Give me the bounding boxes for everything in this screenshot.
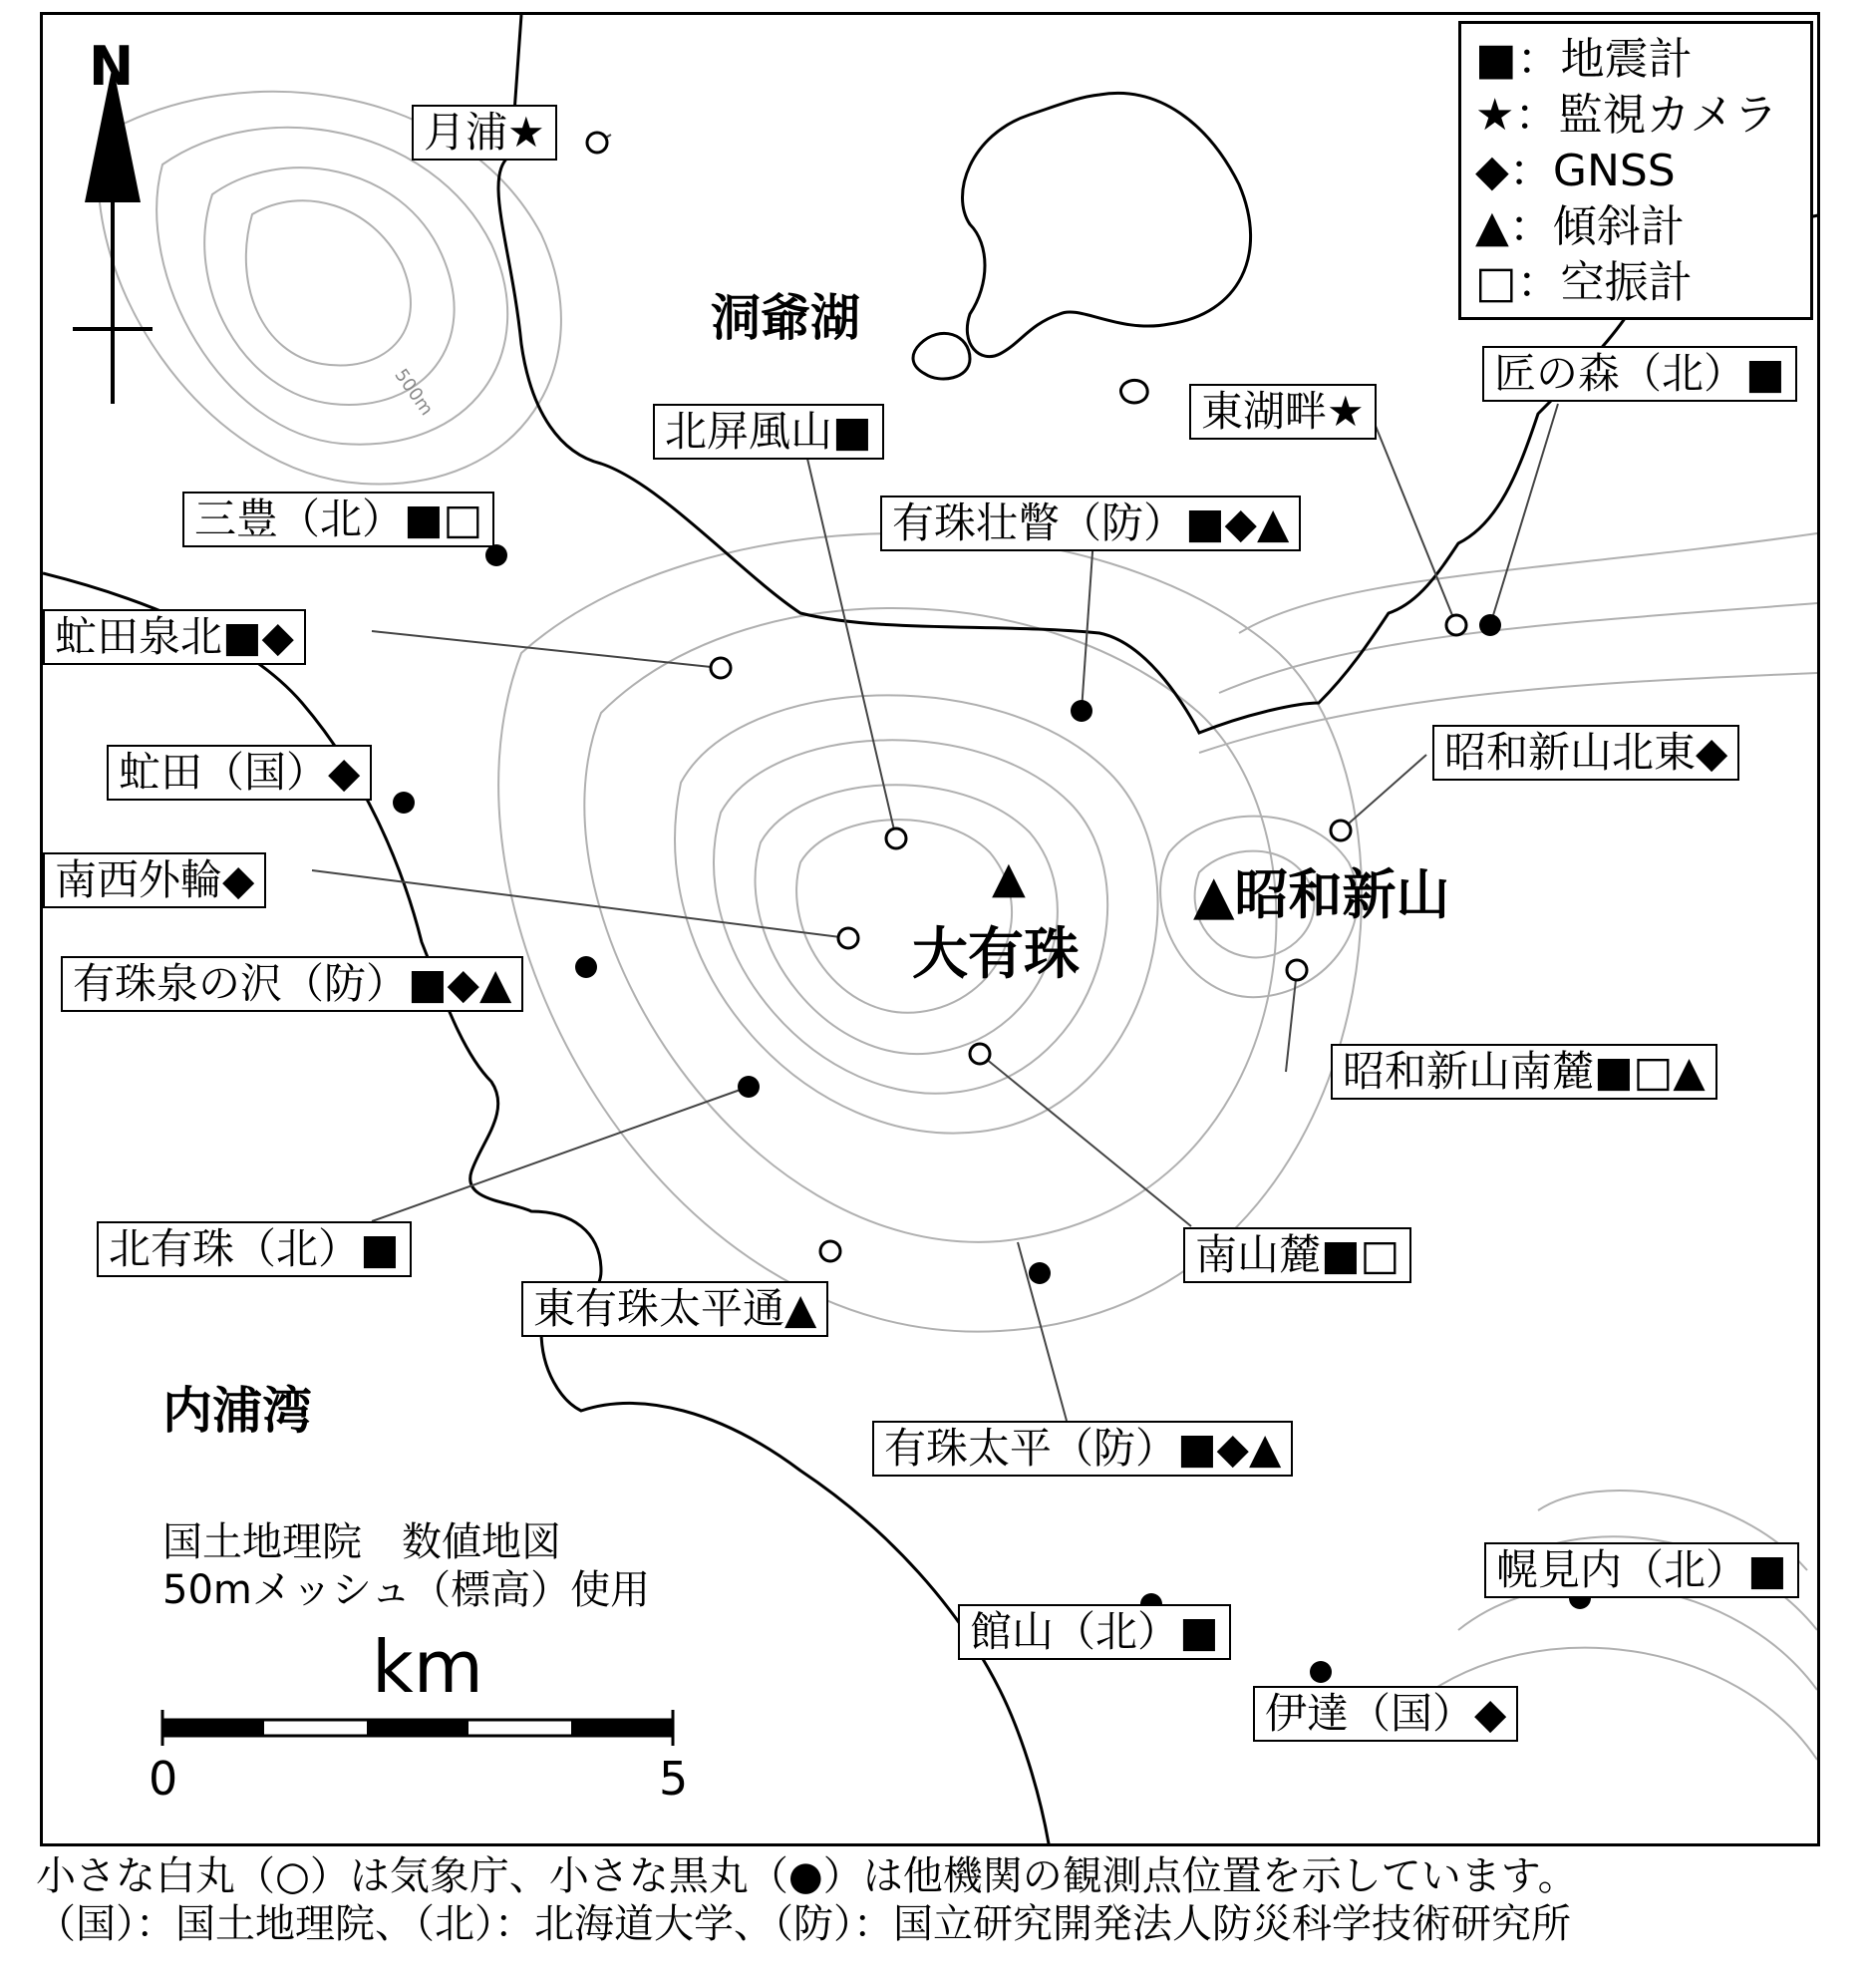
station-label-tateyama: 館山（北）■	[958, 1604, 1231, 1660]
station-label-higashi-taihei: 東有珠太平通▲	[521, 1281, 828, 1337]
legend-item-tiltmeter: ▲：傾斜計	[1475, 201, 1685, 252]
contour-label: 500m	[390, 365, 438, 420]
station-marker-other	[1310, 1661, 1332, 1683]
station-marker-jma	[1287, 960, 1307, 980]
station-label-kitausu: 北有珠（北）■	[97, 1221, 412, 1277]
station-marker-jma	[970, 1044, 990, 1064]
station-marker-other	[1479, 614, 1501, 636]
station-label-takumi: 匠の森（北）■	[1482, 346, 1797, 402]
data-credit: 国土地理院 数値地図 50mメッシュ（標高）使用	[162, 1519, 651, 1613]
station-marker-jma	[1331, 821, 1351, 840]
legend-item-gnss: ◆：GNSS	[1475, 146, 1676, 196]
map-frame	[40, 12, 1820, 1846]
station-label-izuminosawa: 有珠泉の沢（防）■◆▲	[61, 956, 523, 1012]
place-uchiura-bay: 内浦湾	[162, 1382, 312, 1440]
station-label-showa-ne: 昭和新山北東◆	[1432, 725, 1739, 781]
place-oousu-summit: ▲	[992, 852, 1026, 903]
tiny-island	[1120, 380, 1147, 403]
station-label-showa-nanroku: 昭和新山南麓■□▲	[1331, 1044, 1717, 1100]
station-marker-other	[738, 1076, 760, 1098]
scale-tick-end: 5	[659, 1752, 689, 1806]
station-marker-jma	[886, 828, 906, 848]
legend	[1458, 21, 1813, 320]
scale-unit: km	[372, 1625, 483, 1709]
scale-bar	[162, 1710, 673, 1746]
place-oousu: 大有珠	[912, 922, 1080, 987]
station-marker-jma	[711, 658, 731, 678]
small-island	[913, 333, 970, 379]
station-label-abuta-koku: 虻田（国）◆	[107, 745, 372, 801]
station-marker-jma	[587, 133, 607, 153]
station-label-kitabyobu: 北屏風山■	[653, 404, 884, 460]
footnote	[36, 1852, 1578, 1948]
station-label-mitoyo: 三豊（北）■□	[182, 492, 494, 547]
station-label-nansei: 南西外輪◆	[43, 852, 266, 908]
north-label: N	[89, 35, 135, 98]
station-label-horominai: 幌見内（北）■	[1484, 1542, 1799, 1598]
station-label-abuta-izumi: 虻田泉北■◆	[43, 609, 306, 665]
station-label-tsukiura: 月浦★	[412, 105, 557, 161]
station-marker-jma	[838, 928, 858, 948]
legend-item-infrasound: □：空振計	[1475, 257, 1693, 308]
station-marker-other	[575, 956, 597, 978]
station-label-date: 伊達（国）◆	[1253, 1686, 1518, 1742]
station-label-usu-taihei: 有珠太平（防）■◆▲	[872, 1421, 1293, 1477]
station-label-minamisanroku: 南山麓■□	[1183, 1227, 1411, 1283]
station-label-usu-sobetsu: 有珠壮瞥（防）■◆▲	[880, 496, 1301, 551]
legend-item-seismometer: ■：地震計	[1475, 34, 1693, 85]
other-stations	[393, 544, 1591, 1683]
station-marker-other	[485, 544, 507, 566]
station-marker-jma	[1446, 615, 1466, 635]
legend-item-camera: ★：監視カメラ	[1475, 90, 1778, 141]
place-lake-toya: 洞爺湖	[711, 289, 860, 347]
scale-tick-start: 0	[149, 1752, 178, 1806]
station-label-higashikohan: 東湖畔★	[1189, 384, 1377, 440]
station-marker-other	[1029, 1262, 1051, 1284]
footnote-line-2: （国）：国土地理院、（北）：北海道大学、（防）：国立研究開発法人防災科学技術研究所	[36, 1901, 1571, 1947]
place-showa-shinzan: ▲昭和新山	[1193, 863, 1450, 926]
station-marker-other	[393, 792, 415, 814]
footnote-line-1: 小さな白丸（○）は気象庁、小さな黒丸（●）は他機関の観測点位置を示しています。	[36, 1853, 1578, 1899]
station-marker-jma	[820, 1241, 840, 1261]
nakajima-island	[963, 93, 1251, 356]
station-marker-other	[1071, 700, 1092, 722]
